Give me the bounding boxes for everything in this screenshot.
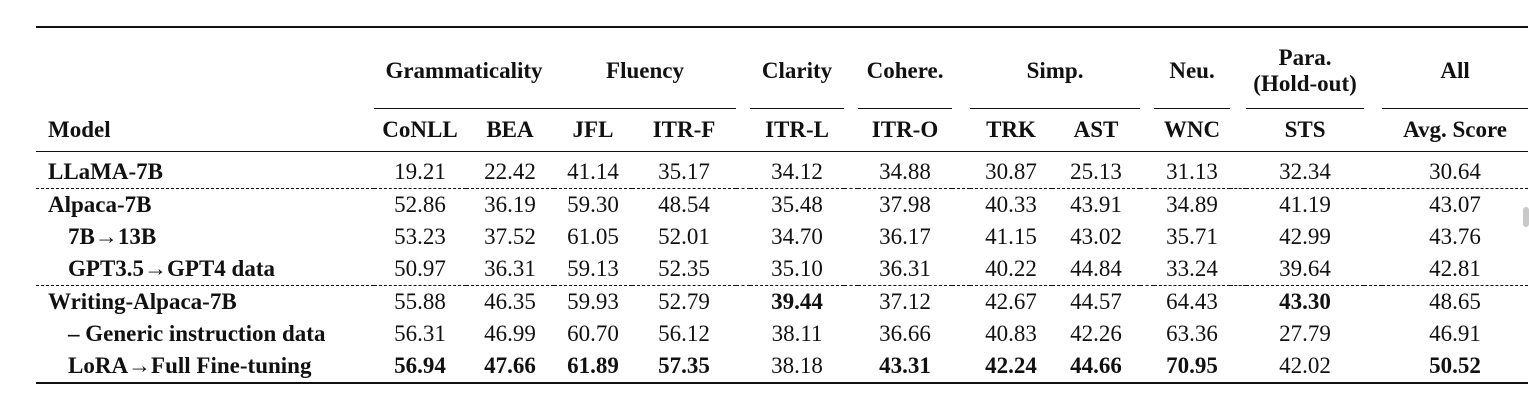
cell-alpaca-gpt4-data-itr-f: 52.35 (658, 256, 710, 281)
gap-cell (1140, 253, 1154, 286)
cell-llama-7b-jfl: 41.14 (567, 159, 619, 184)
cell-alpaca-7b-itr-f: 48.54 (632, 189, 736, 222)
header-group-simplification: Simp. (1026, 58, 1084, 83)
cell-alpaca-gpt4-data-bea: 36.31 (484, 256, 536, 281)
cell-llama-7b-ast: 25.13 (1070, 159, 1122, 184)
header-blank (36, 27, 374, 109)
cell-writing-alpaca-generic-wnc: 63.36 (1166, 321, 1218, 346)
cell-alpaca-gpt4-data-ast: 44.84 (1070, 256, 1122, 281)
gap-cell (844, 318, 858, 350)
cell-alpaca-7b-wnc: 34.89 (1154, 189, 1230, 222)
cell-alpaca-7b-13b-itr-o: 36.17 (879, 224, 931, 249)
cell-llama-7b-conll: 19.21 (394, 159, 446, 184)
cell-llama-7b-bea: 22.42 (484, 159, 536, 184)
header-group-paraphrase (1246, 27, 1364, 109)
gap-cell (844, 350, 858, 383)
cell-writing-alpaca-full-ft-trk: 42.24 (985, 353, 1037, 378)
cell-writing-alpaca-7b-itr-l: 39.44 (750, 286, 844, 319)
gap-cell (952, 189, 970, 222)
header-ast: AST (1052, 109, 1140, 152)
header-group-clarity: Clarity (761, 58, 833, 83)
cell-writing-alpaca-generic-bea: 46.99 (484, 321, 536, 346)
header-bea: BEA (466, 109, 554, 152)
gap-cell (952, 152, 970, 189)
gap-cell (844, 286, 858, 319)
cell-alpaca-gpt4-data-jfl: 59.13 (567, 256, 619, 281)
cell-writing-alpaca-full-ft-avg-score: 50.52 (1429, 353, 1481, 378)
gap-cell (844, 221, 858, 253)
gap-cell (1364, 221, 1382, 253)
cell-alpaca-7b-13b-trk: 41.15 (985, 224, 1037, 249)
cell-llama-7b-sts: 32.34 (1279, 159, 1331, 184)
gap-cell (952, 286, 970, 319)
cell-alpaca-7b-13b-itr-l: 34.70 (771, 224, 823, 249)
table-row (36, 221, 1528, 253)
header-group-paraphrase-line1: Para. (1278, 45, 1332, 70)
cell-alpaca-7b-jfl: 59.30 (554, 189, 632, 222)
cell-writing-alpaca-7b-avg-score: 48.65 (1382, 286, 1528, 319)
gap-cell (952, 221, 970, 253)
cell-alpaca-7b-13b-jfl: 61.05 (567, 224, 619, 249)
cell-alpaca-7b-13b-wnc: 35.71 (1166, 224, 1218, 249)
cell-alpaca-7b-13b-sts: 42.99 (1279, 224, 1331, 249)
header-jfl: JFL (554, 109, 632, 152)
cell-writing-alpaca-7b-wnc: 64.43 (1154, 286, 1230, 319)
header-itr-o: ITR-O (858, 109, 952, 152)
gap-cell (1364, 350, 1382, 383)
cell-writing-alpaca-full-ft-itr-l: 38.18 (771, 353, 823, 378)
row-model-alpaca-gpt4-data: GPT3.5→GPT4 data (68, 256, 276, 281)
header-wnc: WNC (1154, 109, 1230, 152)
gap-cell (1230, 152, 1246, 189)
table-row (36, 189, 1528, 222)
gap-cell (736, 152, 750, 189)
cell-alpaca-7b-sts: 41.19 (1246, 189, 1364, 222)
gap-cell (844, 253, 858, 286)
gap-cell (1364, 253, 1382, 286)
row-model-alpaca-7b: Alpaca-7B (36, 189, 374, 222)
cell-writing-alpaca-full-ft-conll: 56.94 (394, 353, 446, 378)
table-row (36, 286, 1528, 319)
cell-alpaca-7b-avg-score: 43.07 (1382, 189, 1528, 222)
gap-cell (1364, 318, 1382, 350)
scrollbar-thumb[interactable] (1523, 207, 1529, 227)
cell-alpaca-7b-13b-bea: 37.52 (484, 224, 536, 249)
cell-writing-alpaca-7b-trk: 42.67 (970, 286, 1052, 319)
cell-alpaca-gpt4-data-avg-score: 42.81 (1429, 256, 1481, 281)
cell-alpaca-7b-13b-avg-score: 43.76 (1429, 224, 1481, 249)
row-model-writing-alpaca-generic: – Generic instruction data (68, 321, 326, 346)
header-group-grammaticality: Grammaticality (385, 58, 543, 83)
header-group-paraphrase-line2: (Hold-out) (1253, 71, 1357, 96)
header-group-all: All (1440, 58, 1470, 83)
cell-writing-alpaca-generic-itr-o: 36.66 (879, 321, 931, 346)
cell-alpaca-7b-bea: 36.19 (466, 189, 554, 222)
cell-writing-alpaca-7b-ast: 44.57 (1052, 286, 1140, 319)
gap-cell (1140, 221, 1154, 253)
header-model: Model (48, 116, 111, 142)
header-group-fluency: Fluency (606, 58, 684, 83)
gap-cell (736, 253, 750, 286)
cell-writing-alpaca-7b-conll: 55.88 (374, 286, 466, 319)
cell-writing-alpaca-generic-ast: 42.26 (1070, 321, 1122, 346)
cell-writing-alpaca-generic-trk: 40.83 (985, 321, 1037, 346)
gap-cell (736, 286, 750, 319)
table-row (36, 253, 1528, 286)
header-itr-f: ITR-F (632, 109, 736, 152)
gap-cell (1230, 286, 1246, 319)
gap-cell (1230, 350, 1246, 383)
table-body (36, 152, 1528, 384)
cell-alpaca-gpt4-data-sts: 39.64 (1279, 256, 1331, 281)
cell-alpaca-gpt4-data-itr-o: 36.31 (879, 256, 931, 281)
cell-alpaca-gpt4-data-trk: 40.22 (985, 256, 1037, 281)
cell-alpaca-7b-13b-itr-f: 52.01 (658, 224, 710, 249)
gap-cell (1364, 152, 1382, 189)
gap-cell (1140, 350, 1154, 383)
results-table-container (36, 26, 1528, 384)
cell-writing-alpaca-generic-jfl: 60.70 (567, 321, 619, 346)
cell-alpaca-gpt4-data-itr-l: 35.10 (771, 256, 823, 281)
cell-alpaca-7b-trk: 40.33 (970, 189, 1052, 222)
header-sts: STS (1246, 109, 1364, 152)
cell-alpaca-7b-itr-l: 35.48 (750, 189, 844, 222)
gap-cell (1140, 189, 1154, 222)
gap-cell (844, 189, 858, 222)
header-group-coherence: Cohere. (866, 58, 944, 83)
gap-cell (1140, 152, 1154, 189)
gap-cell (844, 152, 858, 189)
cell-writing-alpaca-full-ft-ast: 44.66 (1070, 353, 1122, 378)
gap-cell (1230, 318, 1246, 350)
gap-cell (736, 221, 750, 253)
table-row (36, 350, 1528, 383)
cell-writing-alpaca-7b-itr-o: 37.12 (858, 286, 952, 319)
cell-llama-7b-avg-score: 30.64 (1429, 159, 1481, 184)
gap-cell (1140, 318, 1154, 350)
results-table (36, 26, 1528, 384)
header-conll: CoNLL (374, 109, 466, 152)
cell-writing-alpaca-full-ft-sts: 42.02 (1279, 353, 1331, 378)
cell-writing-alpaca-full-ft-jfl: 61.89 (567, 353, 619, 378)
cell-writing-alpaca-7b-bea: 46.35 (466, 286, 554, 319)
gap-cell (736, 189, 750, 222)
gap-cell (1364, 189, 1382, 222)
cell-llama-7b-itr-o: 34.88 (879, 159, 931, 184)
cell-llama-7b-itr-l: 34.12 (771, 159, 823, 184)
header-group-neutralization: Neu. (1169, 58, 1215, 83)
cell-writing-alpaca-7b-jfl: 59.93 (554, 286, 632, 319)
gap-cell (1364, 286, 1382, 319)
gap-cell (952, 350, 970, 383)
gap-cell (1230, 253, 1246, 286)
cell-writing-alpaca-generic-sts: 27.79 (1279, 321, 1331, 346)
cell-writing-alpaca-generic-itr-l: 38.11 (771, 321, 823, 346)
gap-cell (952, 318, 970, 350)
cell-alpaca-7b-13b-ast: 43.02 (1070, 224, 1122, 249)
cell-llama-7b-trk: 30.87 (985, 159, 1037, 184)
cell-alpaca-7b-conll: 52.86 (374, 189, 466, 222)
cell-writing-alpaca-full-ft-wnc: 70.95 (1166, 353, 1218, 378)
row-model-alpaca-7b-13b: 7B→13B (68, 224, 157, 249)
cell-writing-alpaca-full-ft-itr-f: 57.35 (658, 353, 710, 378)
header-avg-score: Avg. Score (1382, 109, 1528, 152)
header-trk: TRK (970, 109, 1052, 152)
cell-alpaca-gpt4-data-conll: 50.97 (394, 256, 446, 281)
cell-writing-alpaca-generic-itr-f: 56.12 (658, 321, 710, 346)
cell-writing-alpaca-full-ft-itr-o: 43.31 (879, 353, 931, 378)
header-itr-l: ITR-L (750, 109, 844, 152)
cell-writing-alpaca-7b-sts: 43.30 (1246, 286, 1364, 319)
gap-cell (1140, 286, 1154, 319)
gap-cell (736, 318, 750, 350)
row-model-writing-alpaca-full-ft: LoRA→Full Fine-tuning (68, 353, 312, 378)
cell-llama-7b-itr-f: 35.17 (658, 159, 710, 184)
cell-alpaca-7b-itr-o: 37.98 (858, 189, 952, 222)
gap-cell (736, 350, 750, 383)
gap-cell (1230, 221, 1246, 253)
cell-writing-alpaca-full-ft-bea: 47.66 (484, 353, 536, 378)
row-model-llama-7b: LLaMA-7B (48, 159, 163, 184)
table-row (36, 152, 1528, 189)
cell-writing-alpaca-generic-avg-score: 46.91 (1429, 321, 1481, 346)
table-row (36, 318, 1528, 350)
gap-cell (1230, 189, 1246, 222)
row-model-writing-alpaca-7b: Writing-Alpaca-7B (36, 286, 374, 319)
gap-cell (952, 253, 970, 286)
cell-writing-alpaca-generic-conll: 56.31 (394, 321, 446, 346)
cell-alpaca-7b-13b-conll: 53.23 (394, 224, 446, 249)
cell-writing-alpaca-7b-itr-f: 52.79 (632, 286, 736, 319)
header-sub-row (36, 109, 1528, 152)
header-group-row (36, 27, 1528, 109)
cell-alpaca-gpt4-data-wnc: 33.24 (1166, 256, 1218, 281)
cell-alpaca-7b-ast: 43.91 (1052, 189, 1140, 222)
cell-llama-7b-wnc: 31.13 (1166, 159, 1218, 184)
